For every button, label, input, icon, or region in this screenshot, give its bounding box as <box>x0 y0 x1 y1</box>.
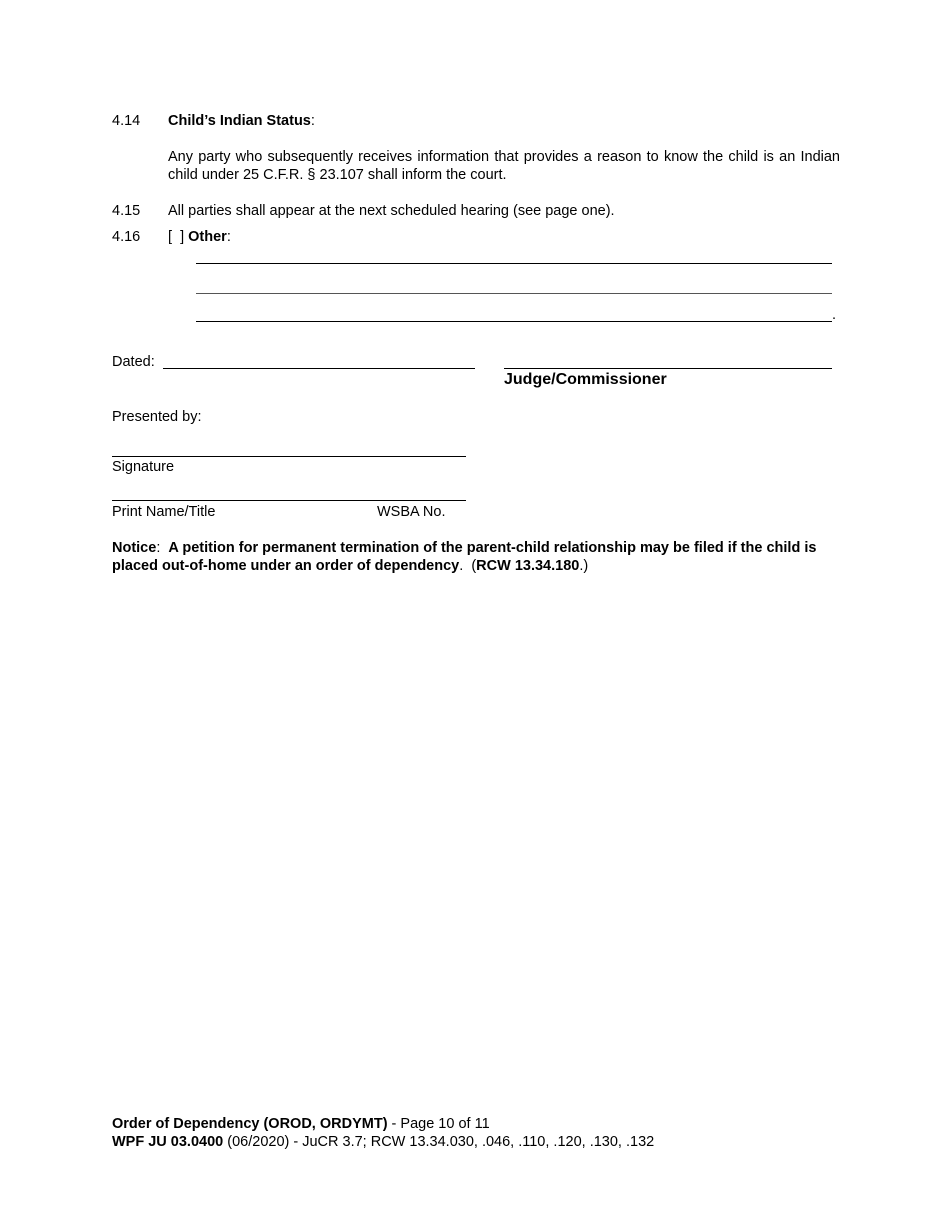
section-4-14-body: Any party who subsequently receives information that provides a reason to know the child is an Indian child under 25 C.F.R. § 23.107 shall inform the court. <box>168 149 840 183</box>
notice-text: A petition for permanent termination of the parent-child relationship may be filed if the child is placed out-of-home under an order of dependency <box>112 540 817 574</box>
section-4-15-number: 4.15 <box>112 203 141 219</box>
section-4-16-label <box>168 228 231 246</box>
print-name-label: Print Name/Title <box>112 504 216 520</box>
other-line-2[interactable] <box>196 293 832 294</box>
section-4-14-heading <box>168 112 315 130</box>
notice-label-suffix: : <box>156 540 161 556</box>
section-4-14-number: 4.14 <box>112 113 141 129</box>
other-line-1[interactable] <box>196 263 832 264</box>
footer-form-refs: (06/2020) - JuCR 3.7; RCW 13.34.030, .046, .110, .120, .130, .132 <box>223 1134 655 1150</box>
notice-citation: RCW 13.34.180 <box>476 558 580 574</box>
other-label-suffix: : <box>226 229 231 245</box>
dated-label: Dated: <box>112 354 155 370</box>
dated-line[interactable] <box>163 368 475 369</box>
notice-citation-close: .) <box>579 558 589 574</box>
section-4-14-heading-text: Child’s Indian Status <box>168 113 311 129</box>
wsba-label: WSBA No. <box>377 504 446 520</box>
footer-page-info: - Page 10 of 11 <box>387 1116 490 1132</box>
notice-label: Notice <box>112 540 157 556</box>
notice-citation-open: . ( <box>459 558 477 574</box>
other-checkbox[interactable]: [ ] <box>168 229 185 245</box>
footer-line-1 <box>112 1115 490 1133</box>
presented-by-label: Presented by: <box>112 409 202 425</box>
footer-form-title: Order of Dependency (OROD, ORDYMT) <box>112 1116 388 1132</box>
judge-label: Judge/Commissioner <box>504 371 667 388</box>
other-label-text: Other <box>188 229 227 245</box>
footer-line-2 <box>112 1133 654 1151</box>
signature-label: Signature <box>112 459 175 475</box>
footer-form-code: WPF JU 03.0400 <box>112 1134 224 1150</box>
section-4-16-number: 4.16 <box>112 229 141 245</box>
judge-signature-line[interactable] <box>504 368 832 369</box>
notice-paragraph <box>112 539 832 575</box>
section-4-15-text: All parties shall appear at the next scheduled hearing (see page one). <box>168 203 615 219</box>
presenter-signature-line[interactable] <box>112 456 466 457</box>
other-line-end-mark: . <box>832 307 837 323</box>
other-line-3[interactable] <box>196 321 832 322</box>
section-4-14-heading-suffix: : <box>310 113 315 129</box>
presenter-name-line[interactable] <box>112 500 466 501</box>
